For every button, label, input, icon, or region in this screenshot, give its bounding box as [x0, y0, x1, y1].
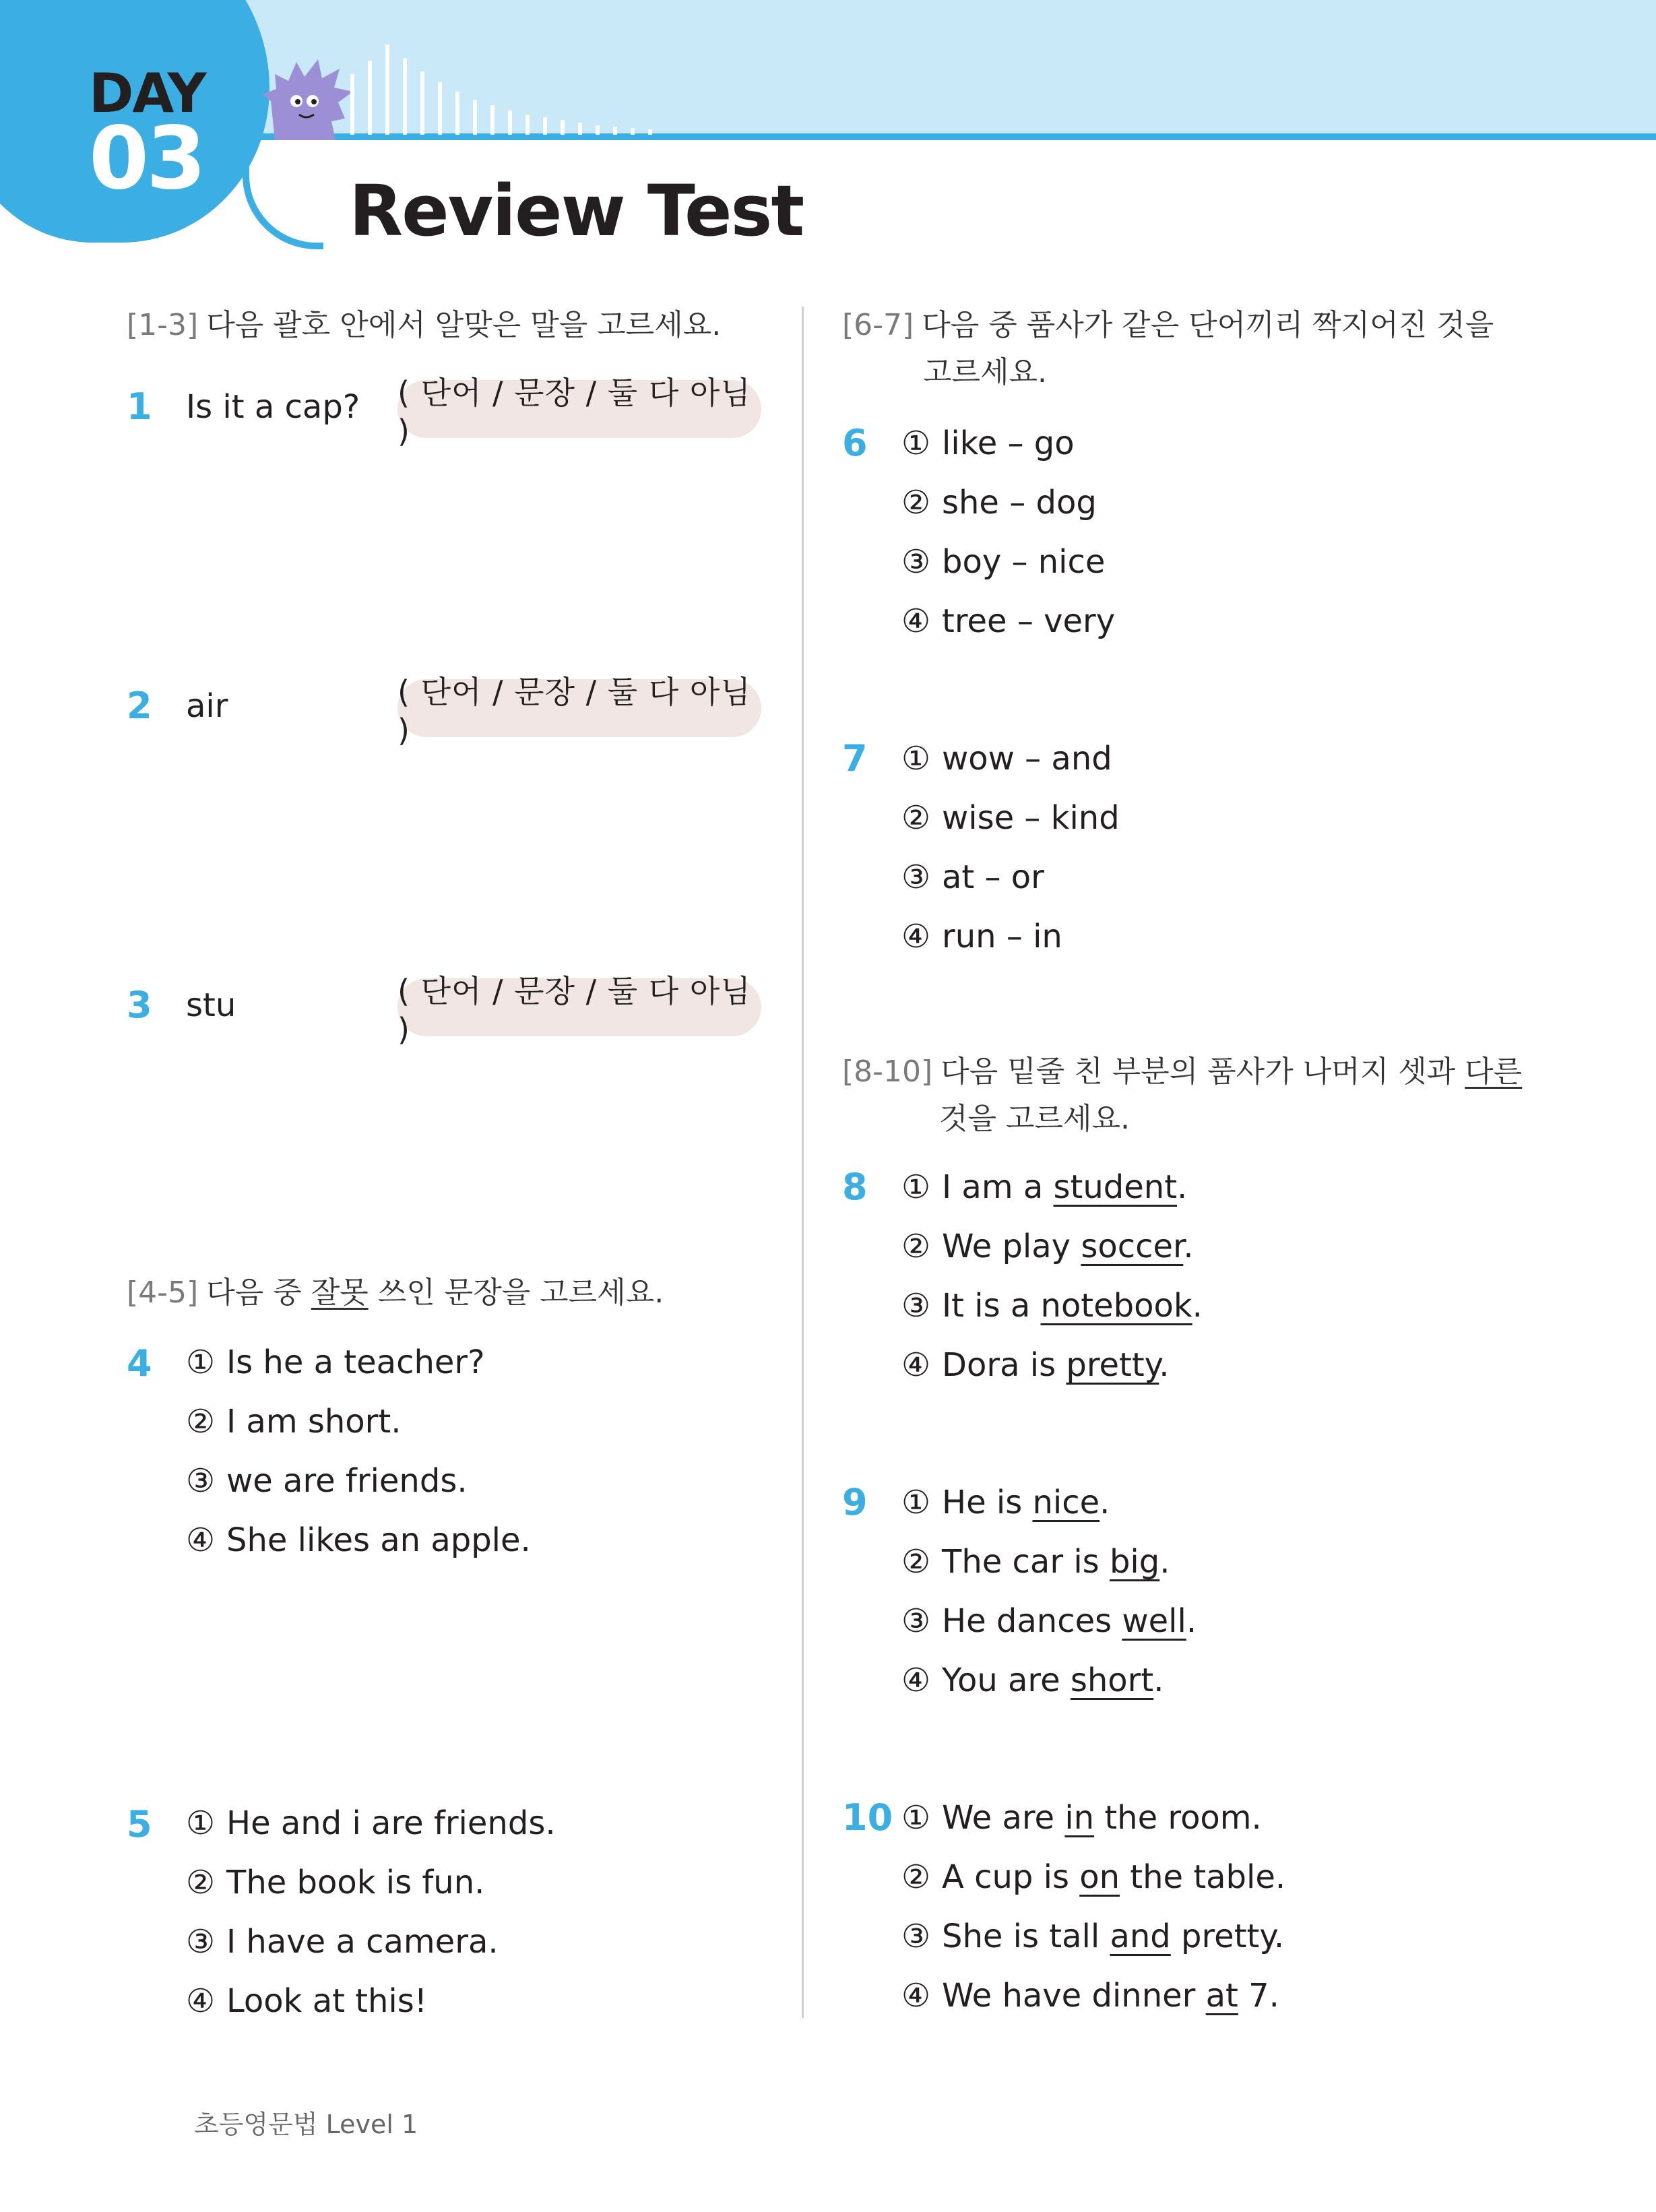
question-number-1: 1: [127, 385, 152, 428]
option-marker: ④: [901, 918, 931, 955]
option-marker: ①: [901, 1484, 931, 1521]
day-label: DAY: [89, 62, 205, 125]
option-marker: ②: [901, 1543, 931, 1581]
option-marker: ③: [186, 1923, 216, 1961]
instruction-underlined-word: 다른: [1465, 1054, 1523, 1089]
option-underlined-word: well: [1122, 1602, 1186, 1640]
question-1-text: Is it a cap?: [186, 388, 360, 426]
q9-option-3[interactable]: [901, 1602, 1197, 1640]
q4-option-3[interactable]: [186, 1462, 468, 1500]
option-text-pre: We are: [942, 1799, 1065, 1837]
q6-option-1[interactable]: [901, 424, 1075, 462]
option-marker: ④: [901, 1662, 931, 1699]
option-text-pre: A cup is: [942, 1858, 1080, 1896]
option-marker: ④: [901, 1977, 931, 2015]
option-underlined-word: at: [1205, 1977, 1238, 2015]
instruction-text-pre: 다음 밑줄 친 부분의 품사가 나머지 셋과: [941, 1054, 1465, 1089]
instruction-text: 다음 중 품사가 같은 단어끼리 짝지어진 것을: [922, 308, 1494, 342]
option-marker: ③: [186, 1462, 216, 1500]
option-text-pre: It is a: [942, 1287, 1041, 1325]
option-marker: ②: [901, 799, 931, 837]
q10-option-4[interactable]: [901, 1977, 1279, 2015]
q8-option-3[interactable]: [901, 1287, 1203, 1325]
option-marker: ②: [186, 1864, 216, 1901]
option-text-post: .: [1192, 1287, 1203, 1325]
option-text-post: .: [1153, 1662, 1164, 1699]
option-text-pre: The car is: [942, 1543, 1110, 1581]
question-number-6: 6: [842, 422, 868, 464]
option-text: I have a camera.: [226, 1923, 499, 1961]
option-underlined-word: notebook: [1040, 1287, 1192, 1325]
q6-option-3[interactable]: [901, 543, 1105, 581]
q5-option-4[interactable]: [186, 1982, 427, 2020]
option-marker: ①: [901, 740, 931, 778]
option-marker: ①: [901, 1168, 931, 1206]
instruction-range: [1-3]: [127, 308, 199, 342]
option-marker: ②: [901, 1228, 931, 1265]
option-marker: ②: [186, 1403, 216, 1441]
option-text: wise – kind: [942, 799, 1120, 837]
question-3-text: stu: [186, 986, 236, 1024]
option-marker: ①: [186, 1344, 216, 1381]
instruction-range: [4-5]: [127, 1275, 199, 1310]
instruction-8-10: [842, 1048, 1522, 1143]
instruction-4-5: [127, 1269, 664, 1317]
option-underlined-word: pretty: [1066, 1346, 1159, 1384]
option-text-post: .: [1159, 1346, 1170, 1384]
question-number-4: 4: [127, 1342, 152, 1385]
q10-option-1[interactable]: [901, 1799, 1262, 1837]
option-text-pre: You are: [942, 1662, 1071, 1699]
day-number: 03: [89, 108, 204, 209]
option-text-pre: Dora is: [942, 1346, 1066, 1384]
option-marker: ①: [901, 424, 931, 462]
option-text: like – go: [942, 424, 1075, 462]
option-text-post: .: [1186, 1602, 1197, 1640]
question-number-2: 2: [127, 685, 152, 727]
q7-option-1[interactable]: [901, 740, 1112, 778]
option-text: He and i are friends.: [226, 1804, 556, 1842]
option-marker: ③: [901, 543, 931, 581]
option-text-pre: We have dinner: [942, 1977, 1206, 2015]
q5-option-2[interactable]: [186, 1864, 484, 1901]
instruction-6-7: [842, 302, 1494, 396]
instruction-text-line2: 고르세요.: [923, 355, 1048, 389]
instruction-text: 다음 괄호 안에서 알맞은 말을 고르세요.: [206, 308, 722, 342]
option-marker: ④: [186, 1521, 216, 1559]
option-marker: ②: [901, 1858, 931, 1896]
answer-choice-pill-3[interactable]: ( 단어 / 문장 / 둘 다 아님 ): [397, 978, 761, 1036]
option-text: boy – nice: [942, 543, 1106, 581]
option-text: run – in: [942, 918, 1062, 955]
option-text: she – dog: [942, 484, 1097, 522]
option-underlined-word: nice: [1032, 1484, 1100, 1521]
option-text: Look at this!: [226, 1982, 428, 2020]
monster-mascot-icon: [261, 54, 356, 141]
instruction-1-3: [127, 302, 721, 349]
option-text-pre: I am a: [942, 1168, 1054, 1206]
q7-option-4[interactable]: [901, 918, 1062, 955]
q9-option-4[interactable]: [901, 1662, 1164, 1699]
option-underlined-word: on: [1079, 1858, 1120, 1896]
instruction-underlined-word: 잘못: [311, 1275, 369, 1310]
option-text: She likes an apple.: [226, 1521, 531, 1559]
option-text-post: .: [1177, 1168, 1188, 1206]
option-text: Is he a teacher?: [226, 1344, 485, 1381]
option-underlined-word: student: [1053, 1168, 1178, 1206]
option-text-pre: We play: [942, 1228, 1081, 1265]
option-text-post: pretty.: [1170, 1918, 1285, 1955]
option-text: I am short.: [226, 1403, 402, 1441]
option-text-post: .: [1183, 1228, 1194, 1265]
q5-option-1[interactable]: [186, 1804, 556, 1842]
question-2-text: air: [186, 687, 228, 725]
option-text-post: .: [1100, 1484, 1110, 1521]
sound-wave-icon: [350, 40, 660, 135]
column-divider: [802, 307, 804, 2018]
option-text: we are friends.: [226, 1462, 468, 1500]
footer-book-title: 초등영문법 Level 1: [194, 2110, 418, 2139]
q8-option-2[interactable]: [901, 1228, 1194, 1265]
question-number-8: 8: [842, 1166, 868, 1208]
instruction-range: [8-10]: [842, 1054, 933, 1089]
question-number-9: 9: [842, 1481, 868, 1523]
q9-option-2[interactable]: [901, 1543, 1170, 1581]
option-underlined-word: short: [1070, 1662, 1154, 1699]
question-number-5: 5: [127, 1803, 152, 1845]
option-text-post: 7.: [1238, 1977, 1279, 2015]
q5-option-3[interactable]: [186, 1923, 499, 1961]
option-text: wow – and: [942, 740, 1112, 778]
option-marker: ④: [901, 602, 931, 640]
option-text-post: the room.: [1094, 1799, 1262, 1837]
option-underlined-word: in: [1064, 1799, 1095, 1837]
option-underlined-word: soccer: [1081, 1228, 1184, 1265]
option-text-pre: He dances: [942, 1602, 1122, 1640]
q6-option-4[interactable]: [901, 602, 1115, 640]
instruction-text-pre: 다음 중: [206, 1275, 311, 1310]
option-marker: ③: [901, 1918, 931, 1955]
answer-choice-pill-1[interactable]: ( 단어 / 문장 / 둘 다 아님 ): [397, 380, 761, 438]
option-text-post: the table.: [1120, 1858, 1286, 1896]
q4-option-4[interactable]: [186, 1521, 531, 1559]
answer-choice-pill-2[interactable]: ( 단어 / 문장 / 둘 다 아님 ): [397, 679, 761, 737]
q10-option-2[interactable]: [901, 1858, 1285, 1896]
option-text: The book is fun.: [226, 1864, 485, 1901]
q8-option-1[interactable]: [901, 1168, 1187, 1206]
option-text-pre: She is tall: [942, 1918, 1110, 1955]
instruction-text-post: 쓰인 문장을 고르세요.: [368, 1275, 664, 1310]
option-marker: ①: [186, 1804, 216, 1842]
q10-option-3[interactable]: [901, 1918, 1284, 1955]
question-number-7: 7: [842, 737, 868, 780]
option-marker: ④: [901, 1346, 931, 1384]
q8-option-4[interactable]: [901, 1346, 1170, 1384]
option-marker: ①: [901, 1799, 931, 1837]
option-marker: ②: [901, 484, 931, 522]
option-text-post: .: [1159, 1543, 1170, 1581]
q9-option-1[interactable]: [901, 1484, 1110, 1521]
page-title: Review Test: [349, 170, 804, 252]
question-number-3: 3: [127, 984, 152, 1026]
option-marker: ③: [901, 858, 931, 896]
option-underlined-word: big: [1109, 1543, 1160, 1581]
option-marker: ③: [901, 1602, 931, 1640]
option-marker: ③: [901, 1287, 931, 1325]
question-number-10: 10: [842, 1796, 893, 1839]
option-text: tree – very: [942, 602, 1116, 640]
header-curve: [243, 135, 323, 249]
instruction-range: [6-7]: [842, 308, 914, 342]
q7-option-3[interactable]: [901, 858, 1044, 896]
option-underlined-word: and: [1110, 1918, 1171, 1955]
q4-option-2[interactable]: [186, 1403, 401, 1441]
q7-option-2[interactable]: [901, 799, 1120, 837]
q4-option-1[interactable]: [186, 1344, 485, 1381]
q6-option-2[interactable]: [901, 484, 1097, 522]
option-text: at – or: [942, 858, 1044, 896]
option-text-pre: He is: [942, 1484, 1033, 1521]
option-marker: ④: [186, 1982, 216, 2020]
instruction-text-line2: 것을 고르세요.: [939, 1102, 1130, 1136]
